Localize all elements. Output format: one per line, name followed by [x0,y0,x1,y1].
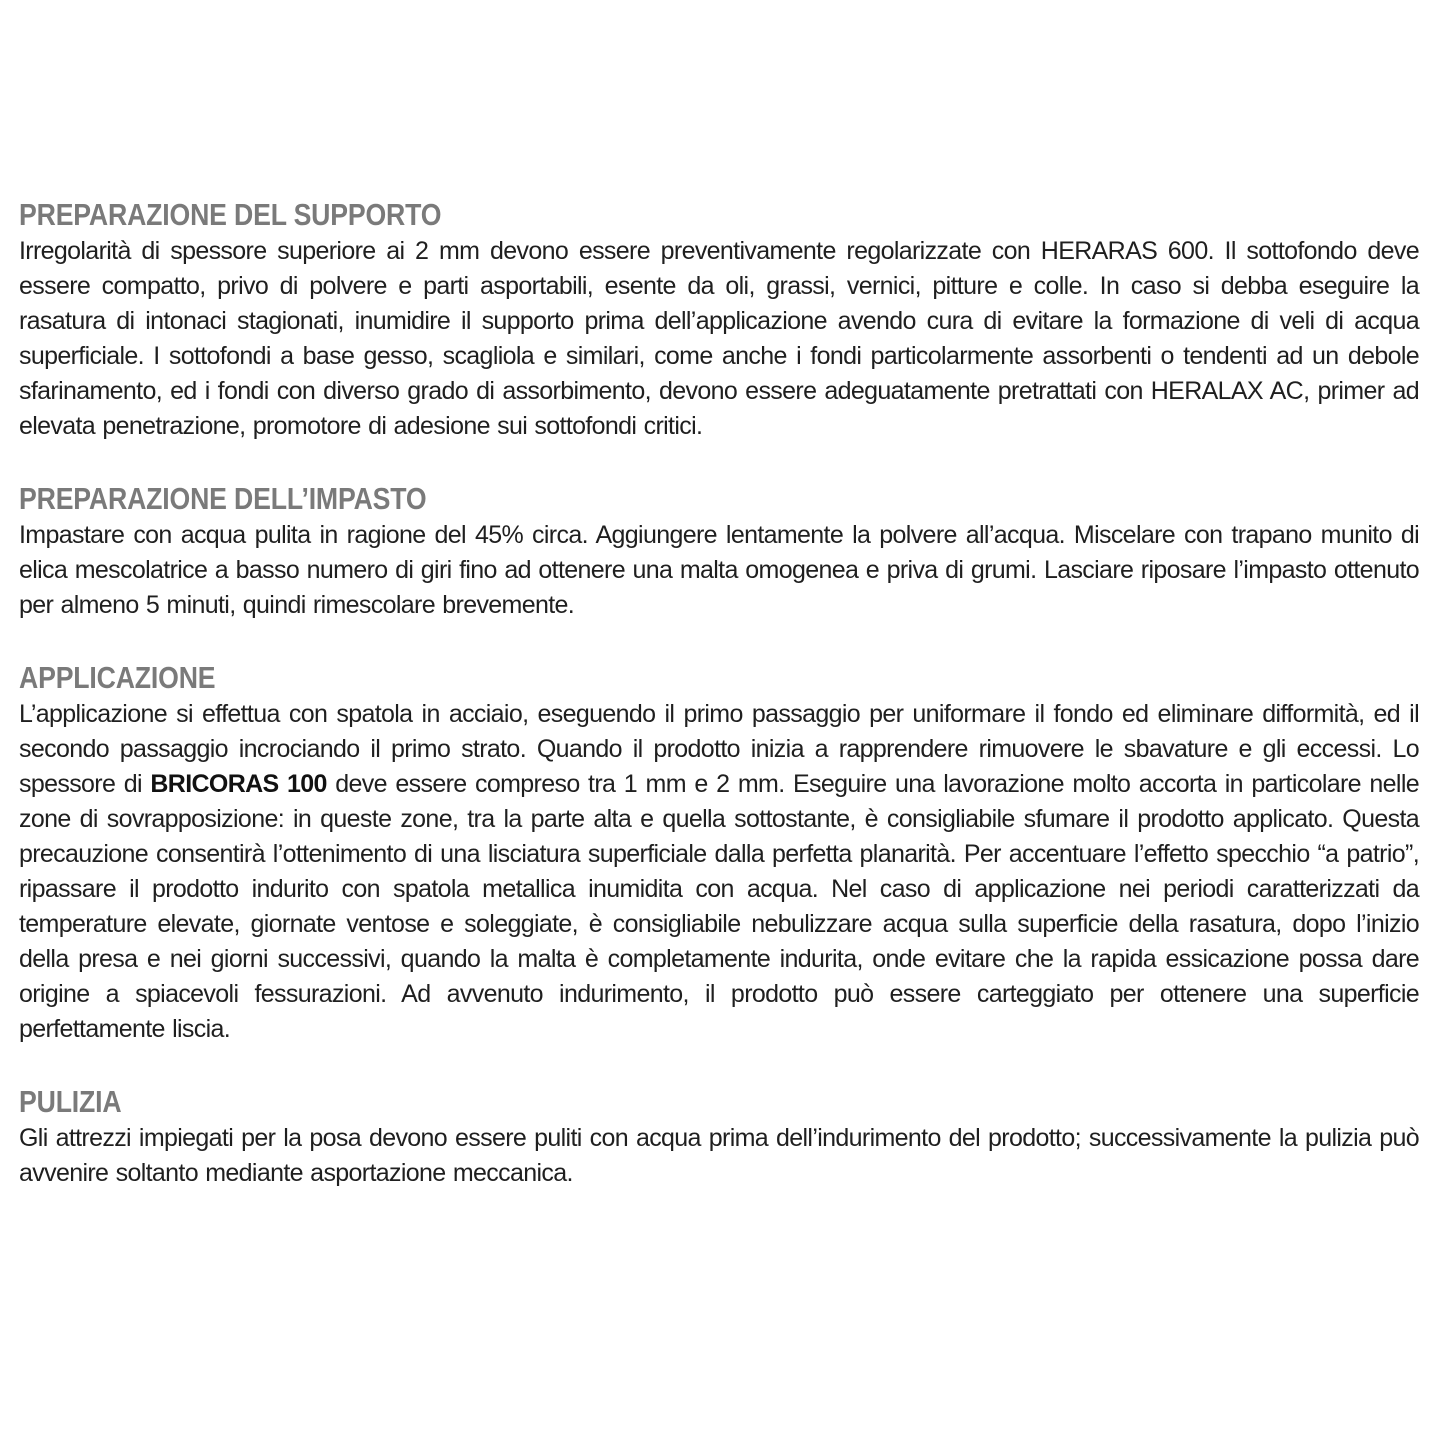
section-heading: APPLICAZIONE [19,660,216,695]
section-applicazione [19,659,1419,1047]
section-paragraph: Irregolarità di spessore superiore ai 2 mm devono essere preventivamente regolarizzate con HERARAS 600. Il sottofondo deve essere compatto, privo di polvere e parti asportabili, esente da oli, grassi, vernici, pitture e colle. In caso si debba eseguire la rasatura di intonaci stagionati, inumidire il supporto prima dell’applicazione avendo cura di evitare la formazione di veli di acqua superficiale. I sottofondi a base gesso, scagliola e similari, come anche i fondi particolarmente assorbenti o tendenti ad un debole sfarinamento, ed i fondi con diverso grado di assorbimento, devono essere adeguatamente pretrattati con HERALAX AC, primer ad elevata penetrazione, promotore di adesione sui sottofondi critici. [19,237,1419,440]
document-page [19,196,1419,1191]
paragraph-text-after: deve essere compreso tra 1 mm e 2 mm. Eseguire una lavorazione molto accorta in particolare nelle zone di sovrapposizione: in queste zone, tra la parte alta e quella sottostante, è consigliabile sfumare il prodotto applicato. Questa precauzione consentirà l’ottenimento di una lisciatura superficiale dalla perfetta planarità. Per accentuare l’effetto specchio “a patrio”, ripassare il prodotto indurito con spatola metallica inumidita con acqua. Nel caso di applicazione nei periodi caratterizzati da temperature elevate, giornate ventose e soleggiate, è consigliabile nebulizzare acqua sulla superficie della rasatura, dopo l’inizio della presa e nei giorni successivi, quando la malta è completamente indurita, onde evitare che la rapida essicazione possa dare origine a spiacevoli fessurazioni. Ad avvenuto indurimento, il prodotto può essere carteggiato per ottenere una superficie perfettamente liscia. [19,770,1419,1043]
section-pulizia [19,1083,1419,1191]
section-preparazione-supporto [19,196,1419,444]
section-heading: PULIZIA [19,1084,122,1119]
section-heading: PREPARAZIONE DELL’IMPASTO [19,481,427,516]
product-name-bold: BRICORAS 100 [150,770,327,798]
section-preparazione-impasto [19,480,1419,623]
section-paragraph [19,697,1419,1047]
section-paragraph: Impastare con acqua pulita in ragione del 45% circa. Aggiungere lentamente la polvere all’acqua. Miscelare con trapano munito di elica mescolatrice a basso numero di giri fino ad ottenere una malta omogenea e priva di grumi. Lasciare riposare l’impasto ottenuto per almeno 5 minuti, quindi rimescolare brevemente. [19,521,1419,619]
section-paragraph: Gli attrezzi impiegati per la posa devono essere puliti con acqua prima dell’indurimento del prodotto; successivamente la pulizia può avvenire soltanto mediante asportazione meccanica. [19,1124,1419,1187]
section-heading: PREPARAZIONE DEL SUPPORTO [19,197,442,232]
paragraph-text-before: L’applicazione si effettua con spatola in acciaio, eseguendo il primo passaggio per uniformare il fondo ed eliminare difformità, ed il secondo passaggio incrociando il primo strato. Quando il prodotto inizia a rapprendere rimuovere le sbavature e gli eccessi. Lo spessore di [19,700,1419,798]
